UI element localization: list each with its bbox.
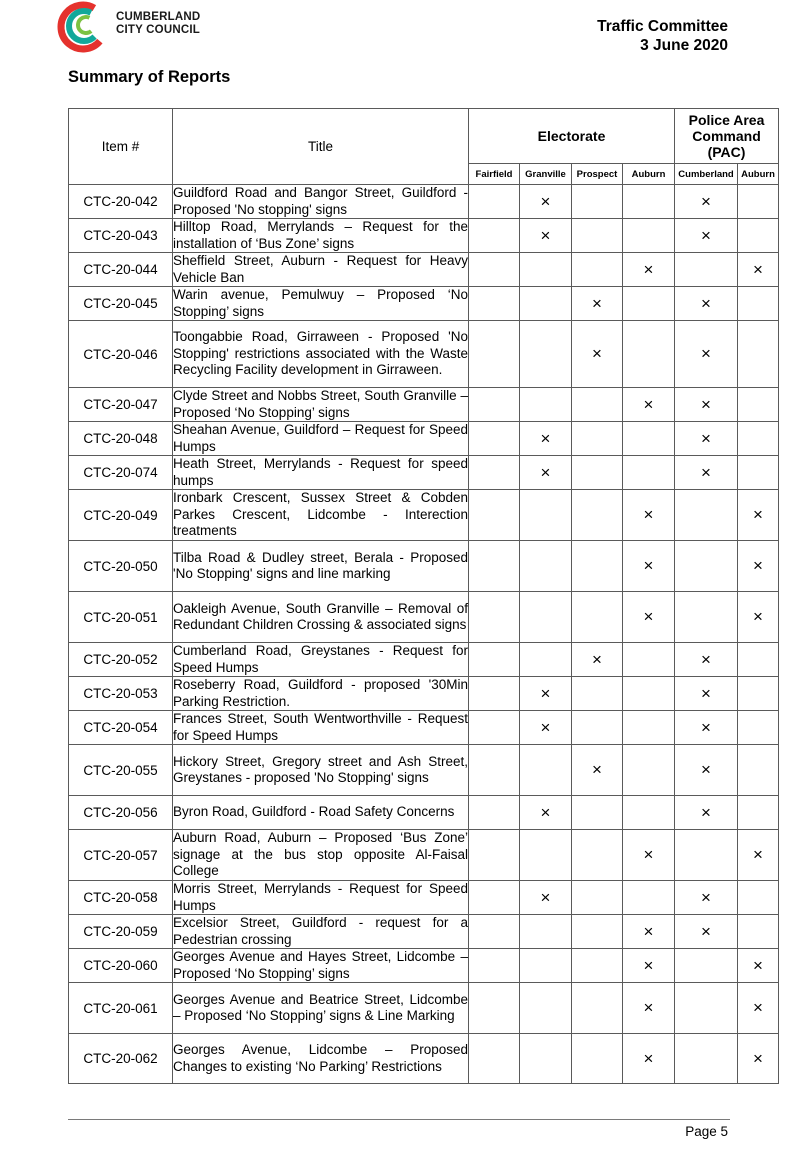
report-title: Morris Street, Merrylands - Request for Speed Humps (173, 881, 468, 913)
title-column-header: Title (173, 109, 469, 185)
mark-cell (469, 456, 520, 490)
table-row (69, 796, 779, 830)
mark-cell (623, 185, 675, 219)
mark-cell: × (675, 915, 738, 949)
mark-cell (623, 219, 675, 253)
mark-cell (520, 915, 572, 949)
mark-cell (520, 1034, 572, 1084)
mark-cell (469, 388, 520, 422)
mark-cell: × (623, 388, 675, 422)
logo-arc-green (75, 14, 98, 37)
report-item-number: CTC-20-043 (69, 219, 173, 253)
mark-cell: × (675, 321, 738, 388)
mark-cell: × (675, 711, 738, 745)
mark-cell (469, 541, 520, 592)
pac-group-header: Police Area Command (PAC) (675, 109, 779, 164)
mark-cell (738, 915, 779, 949)
mark-cell: × (623, 949, 675, 983)
mark-cell (469, 796, 520, 830)
mark-cell (469, 490, 520, 541)
mark-cell: × (623, 1034, 675, 1084)
mark-cell: × (572, 321, 623, 388)
mark-cell (469, 643, 520, 677)
table-row (69, 643, 779, 677)
reports-table (68, 108, 779, 1084)
report-title: Frances Street, South Wentworthville - Request for Speed Humps (173, 711, 468, 743)
mark-cell (572, 185, 623, 219)
mark-cell: × (572, 287, 623, 321)
table-row (69, 321, 779, 388)
mark-cell (675, 1034, 738, 1084)
table-row (69, 745, 779, 796)
mark-cell: × (623, 592, 675, 643)
mark-cell: × (675, 796, 738, 830)
report-title: Roseberry Road, Guildford - proposed '30Min Parking Restriction. (173, 677, 468, 709)
table-row (69, 388, 779, 422)
mark-cell: × (738, 592, 779, 643)
mark-cell: × (623, 253, 675, 287)
mark-cell (520, 830, 572, 881)
subheader-prospect: Prospect (572, 164, 623, 185)
mark-cell (623, 745, 675, 796)
mark-cell (572, 490, 623, 541)
report-title: Sheffield Street, Auburn - Request for Heavy Vehicle Ban (173, 253, 468, 285)
mark-cell: × (572, 745, 623, 796)
mark-cell: × (675, 287, 738, 321)
mark-cell (738, 677, 779, 711)
subheader-granville: Granville (520, 164, 572, 185)
table-header (69, 109, 779, 185)
committee-name: Traffic Committee (597, 18, 728, 35)
report-item-number: CTC-20-047 (69, 388, 173, 422)
mark-cell (623, 643, 675, 677)
mark-cell (469, 983, 520, 1034)
logo-text (116, 11, 200, 37)
mark-cell (469, 185, 520, 219)
logo-line-2: CITY COUNCIL (116, 24, 200, 36)
mark-cell: × (738, 983, 779, 1034)
mark-cell: × (738, 490, 779, 541)
mark-cell (520, 643, 572, 677)
mark-cell (738, 321, 779, 388)
report-title: Georges Avenue, Lidcombe – Proposed Changes to existing ‘No Parking’ Restrictions (173, 1034, 469, 1084)
mark-cell (469, 915, 520, 949)
mark-cell: × (675, 643, 738, 677)
mark-cell: × (623, 490, 675, 541)
table-row (69, 915, 779, 949)
mark-cell: × (520, 219, 572, 253)
mark-cell: × (520, 711, 572, 745)
table-row (69, 490, 779, 541)
mark-cell: × (520, 456, 572, 490)
table-row (69, 677, 779, 711)
report-item-number: CTC-20-054 (69, 711, 173, 745)
mark-cell (572, 915, 623, 949)
table-row (69, 830, 779, 881)
mark-cell (572, 796, 623, 830)
mark-cell (572, 219, 623, 253)
subheader-auburn-pac: Auburn (738, 164, 779, 185)
mark-cell (572, 881, 623, 915)
report-title: Auburn Road, Auburn – Proposed ‘Bus Zone’ signage at the bus stop opposite Al-Faisal College (173, 830, 469, 881)
mark-cell (572, 456, 623, 490)
mark-cell (469, 219, 520, 253)
mark-cell (675, 490, 738, 541)
table-row (69, 219, 779, 253)
document-header (597, 17, 728, 55)
mark-cell: × (738, 541, 779, 592)
mark-cell: × (675, 456, 738, 490)
mark-cell (623, 456, 675, 490)
report-item-number: CTC-20-049 (69, 490, 173, 541)
report-title: Heath Street, Merrylands - Request for speed humps (173, 456, 468, 488)
mark-cell (469, 321, 520, 388)
mark-cell (738, 287, 779, 321)
mark-cell: × (738, 830, 779, 881)
report-title: Sheahan Avenue, Guildford – Request for Speed Humps (173, 422, 468, 454)
report-title: Oakleigh Avenue, South Granville – Removal of Redundant Children Crossing & associated signs (173, 592, 469, 643)
report-item-number: CTC-20-055 (69, 745, 173, 796)
mark-cell (520, 949, 572, 983)
mark-cell (469, 287, 520, 321)
report-title: Excelsior Street, Guildford - request for a Pedestrian crossing (173, 915, 468, 947)
mark-cell (623, 711, 675, 745)
mark-cell (738, 745, 779, 796)
report-item-number: CTC-20-050 (69, 541, 173, 592)
mark-cell (520, 592, 572, 643)
mark-cell (572, 983, 623, 1034)
mark-cell (675, 253, 738, 287)
report-title: Byron Road, Guildford - Road Safety Concerns (173, 796, 469, 830)
mark-cell (675, 541, 738, 592)
meeting-date: 3 June 2020 (640, 37, 728, 54)
mark-cell: × (520, 796, 572, 830)
mark-cell (623, 422, 675, 456)
mark-cell (572, 1034, 623, 1084)
mark-cell (520, 490, 572, 541)
council-logo (56, 0, 246, 56)
report-item-number: CTC-20-044 (69, 253, 173, 287)
report-title: Clyde Street and Nobbs Street, South Granville – Proposed ‘No Stopping’ signs (173, 388, 468, 420)
report-title: Georges Avenue and Hayes Street, Lidcombe – Proposed ‘No Stopping’ signs (173, 949, 468, 981)
report-item-number: CTC-20-057 (69, 830, 173, 881)
table-row (69, 422, 779, 456)
mark-cell: × (623, 830, 675, 881)
mark-cell (520, 983, 572, 1034)
mark-cell (520, 745, 572, 796)
mark-cell: × (675, 745, 738, 796)
mark-cell (572, 830, 623, 881)
report-item-number: CTC-20-062 (69, 1034, 173, 1084)
mark-cell (469, 711, 520, 745)
mark-cell (572, 253, 623, 287)
mark-cell (623, 321, 675, 388)
mark-cell (469, 253, 520, 287)
mark-cell (572, 422, 623, 456)
mark-cell (469, 677, 520, 711)
logo-line-1: CUMBERLAND (116, 11, 201, 23)
electorate-group-header: Electorate (469, 109, 675, 164)
report-title: Ironbark Crescent, Sussex Street & Cobden Parkes Crescent, Lidcombe - Interection treatments (173, 490, 469, 541)
report-title: Georges Avenue and Beatrice Street, Lidcombe – Proposed ‘No Stopping’ signs & Line Marking (173, 983, 469, 1034)
mark-cell: × (675, 677, 738, 711)
item-column-header: Item # (69, 109, 173, 185)
page-number: Page 5 (685, 1124, 728, 1139)
section-title: Summary of Reports (68, 68, 231, 86)
mark-cell (572, 711, 623, 745)
mark-cell (623, 796, 675, 830)
mark-cell: × (738, 1034, 779, 1084)
mark-cell (520, 287, 572, 321)
mark-cell: × (675, 422, 738, 456)
subheader-fairfield: Fairfield (469, 164, 520, 185)
table-row (69, 253, 779, 287)
table-row (69, 881, 779, 915)
report-item-number: CTC-20-048 (69, 422, 173, 456)
footer-divider (68, 1119, 730, 1120)
table-body (69, 185, 779, 1084)
report-title: Cumberland Road, Greystanes - Request for Speed Humps (173, 643, 468, 675)
mark-cell (572, 541, 623, 592)
mark-cell (623, 287, 675, 321)
report-title: Hickory Street, Gregory street and Ash Street, Greystanes - proposed 'No Stopping' signs (173, 745, 469, 796)
mark-cell: × (675, 388, 738, 422)
report-item-number: CTC-20-074 (69, 456, 173, 490)
report-title: Guildford Road and Bangor Street, Guildford - Proposed 'No stopping' signs (173, 185, 468, 217)
report-item-number: CTC-20-060 (69, 949, 173, 983)
report-title: Warin avenue, Pemulwuy – Proposed ‘No Stopping’ signs (173, 287, 468, 319)
mark-cell (572, 677, 623, 711)
report-title: Hilltop Road, Merrylands – Request for the installation of ‘Bus Zone’ signs (173, 219, 468, 251)
table-row (69, 185, 779, 219)
mark-cell: × (738, 253, 779, 287)
mark-cell (738, 219, 779, 253)
mark-cell (675, 983, 738, 1034)
mark-cell (520, 388, 572, 422)
mark-cell: × (623, 983, 675, 1034)
mark-cell (738, 185, 779, 219)
report-item-number: CTC-20-045 (69, 287, 173, 321)
mark-cell (572, 949, 623, 983)
mark-cell (572, 592, 623, 643)
mark-cell (738, 796, 779, 830)
report-item-number: CTC-20-059 (69, 915, 173, 949)
report-item-number: CTC-20-056 (69, 796, 173, 830)
mark-cell (469, 592, 520, 643)
mark-cell (469, 830, 520, 881)
mark-cell (738, 711, 779, 745)
table-row (69, 287, 779, 321)
mark-cell: × (520, 677, 572, 711)
table-row (69, 949, 779, 983)
table-row (69, 592, 779, 643)
table-row (69, 1034, 779, 1084)
report-item-number: CTC-20-051 (69, 592, 173, 643)
report-item-number: CTC-20-058 (69, 881, 173, 915)
report-item-number: CTC-20-061 (69, 983, 173, 1034)
mark-cell (675, 949, 738, 983)
mark-cell (520, 541, 572, 592)
mark-cell: × (675, 185, 738, 219)
subheader-auburn-electorate: Auburn (623, 164, 675, 185)
report-item-number: CTC-20-042 (69, 185, 173, 219)
mark-cell (738, 456, 779, 490)
mark-cell (738, 643, 779, 677)
mark-cell (469, 1034, 520, 1084)
mark-cell: × (675, 219, 738, 253)
mark-cell (738, 881, 779, 915)
report-item-number: CTC-20-052 (69, 643, 173, 677)
mark-cell (675, 592, 738, 643)
mark-cell (675, 830, 738, 881)
mark-cell (520, 253, 572, 287)
mark-cell (623, 677, 675, 711)
table-row (69, 456, 779, 490)
report-title: Tilba Road & Dudley street, Berala - Proposed 'No Stopping' signs and line marking (173, 541, 469, 592)
table-row (69, 711, 779, 745)
mark-cell (469, 881, 520, 915)
mark-cell (572, 388, 623, 422)
report-item-number: CTC-20-053 (69, 677, 173, 711)
report-title: Toongabbie Road, Girraween - Proposed 'No Stopping' restrictions associated with the Waste Recycling Facility development in Girraween. (173, 321, 469, 388)
mark-cell: × (520, 422, 572, 456)
mark-cell (623, 881, 675, 915)
mark-cell: × (738, 949, 779, 983)
mark-cell: × (572, 643, 623, 677)
mark-cell (469, 949, 520, 983)
mark-cell (738, 422, 779, 456)
subheader-cumberland-pac: Cumberland (675, 164, 738, 185)
mark-cell: × (520, 185, 572, 219)
mark-cell: × (623, 915, 675, 949)
table-row (69, 541, 779, 592)
mark-cell (520, 321, 572, 388)
mark-cell: × (675, 881, 738, 915)
mark-cell (738, 388, 779, 422)
mark-cell: × (520, 881, 572, 915)
mark-cell (469, 422, 520, 456)
mark-cell: × (623, 541, 675, 592)
report-item-number: CTC-20-046 (69, 321, 173, 388)
table-row (69, 983, 779, 1034)
council-logo-icon (56, 0, 114, 56)
mark-cell (469, 745, 520, 796)
